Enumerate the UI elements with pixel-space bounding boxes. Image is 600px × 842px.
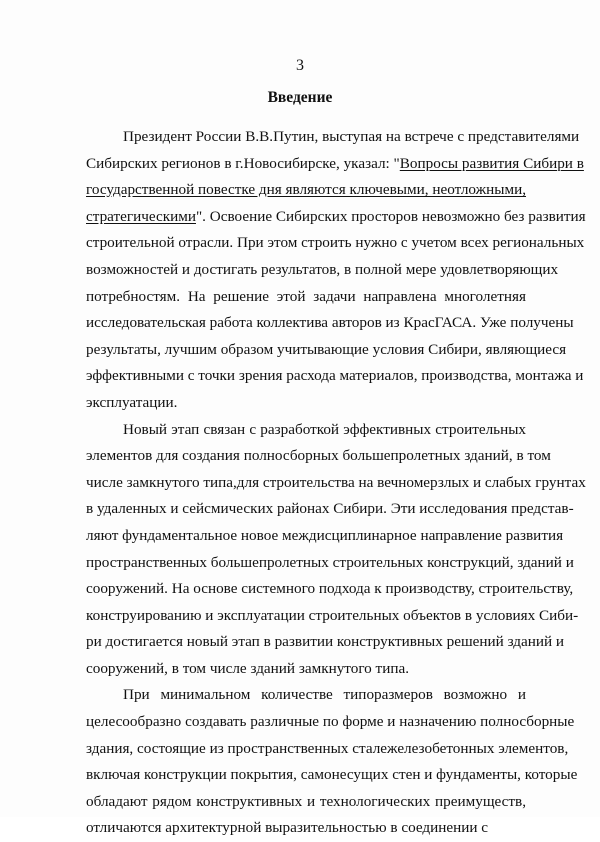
text-segment: ри достигается новый этап в развитии конструктивных решений зданий и	[86, 633, 565, 651]
text-line	[86, 470, 586, 497]
section-heading: Введение	[267, 89, 333, 106]
underlined-quote: государственной повестке дня являются ключевыми, неотложными,	[86, 181, 527, 199]
text-segment: Сибирских регионов в г.Новосибирске, указал: "	[86, 154, 400, 172]
text-line	[86, 709, 575, 736]
text-line	[86, 550, 574, 577]
text-line	[86, 390, 526, 417]
text-segment: сооружений. На основе системного подхода к производству, строительству,	[86, 580, 574, 598]
text-segment: возможностей и достигать результатов, в полной мере удовлетворяющих	[86, 260, 559, 278]
text-segment: целесообразно создавать различные по форме и назначению полносборные	[86, 713, 575, 731]
paragraph	[86, 124, 586, 417]
text-line	[86, 363, 584, 390]
text-segment: включая конструкции покрытия, самонесущих стен и фундаменты, которые	[86, 766, 578, 784]
text-segment: Новый этап связан с разработкой эффективных строительных	[123, 420, 526, 438]
text-line	[86, 523, 564, 550]
text-segment: конструированию и эксплуатации строительных объектов в условиях Сиби-	[86, 606, 579, 624]
text-segment: сооружений, в том числе зданий замкнутого типа.	[86, 659, 409, 677]
text-line	[86, 151, 584, 178]
text-segment: строительной отрасли. При этом строить нужно с учетом всех региональных	[86, 234, 585, 252]
text-line	[86, 736, 569, 763]
text-segment: эксплуатации.	[86, 393, 178, 411]
text-line	[86, 417, 526, 444]
text-segment: При минимальном количестве типоразмеров возможно и	[123, 686, 526, 704]
text-segment: числе замкнутого типа,для строительства на вечномерзлых и слабых грунтах	[86, 473, 586, 491]
text-line	[86, 603, 579, 630]
text-segment: исследовательская работа коллектива авторов из КрасГАСА. Уже получены	[86, 314, 574, 332]
text-line	[86, 629, 565, 656]
underlined-quote: Вопросы развития Сибири в	[399, 154, 584, 172]
text-line	[86, 337, 567, 364]
text-line	[86, 496, 574, 523]
text-line	[86, 257, 559, 284]
document-body	[86, 124, 586, 842]
text-line	[86, 762, 578, 789]
text-line	[86, 284, 526, 311]
text-segment: в удаленных и сейсмических районах Сибири. Эти исследования представ-	[86, 500, 574, 518]
text-segment: отличаются архитектурной выразительностью в соединении с	[86, 819, 489, 837]
text-line	[86, 177, 526, 204]
text-segment: элементов для создания полносборных большепролетных зданий, в том	[86, 447, 551, 465]
text-line	[86, 204, 586, 231]
page-number: 3	[296, 57, 304, 74]
text-line	[86, 815, 526, 842]
paragraph	[86, 417, 586, 683]
underlined-quote: стратегическими	[86, 207, 196, 225]
text-line	[86, 124, 580, 151]
text-line	[86, 656, 526, 683]
text-segment: эффективными с точки зрения расхода материалов, производства, монтажа и	[86, 367, 584, 385]
text-line	[86, 576, 574, 603]
text-segment: ". Освоение Сибирских просторов невозможно без развития	[195, 207, 586, 225]
text-line	[86, 682, 526, 709]
text-segment: потребностям. На решение этой задачи направлена многолетняя	[86, 287, 526, 305]
text-segment: пространственных большепролетных строительных конструкций, зданий и	[86, 553, 574, 571]
paragraph	[86, 682, 578, 842]
text-line	[86, 310, 574, 337]
text-segment: Президент России В.В.Путин, выступая на встрече с представителями	[123, 128, 580, 145]
text-line	[86, 789, 526, 816]
text-segment: обладают рядом конструктивных и технологических преимуществ,	[86, 792, 526, 810]
text-segment: результаты, лучшим образом учитывающие условия Сибири, являющиеся	[86, 340, 567, 358]
text-line	[86, 443, 551, 470]
text-segment: здания, состоящие из пространственных сталежелезобетонных элементов,	[86, 739, 569, 757]
text-segment: ляют фундаментальное новое междисциплинарное направление развития	[86, 526, 564, 544]
text-line	[86, 230, 585, 257]
